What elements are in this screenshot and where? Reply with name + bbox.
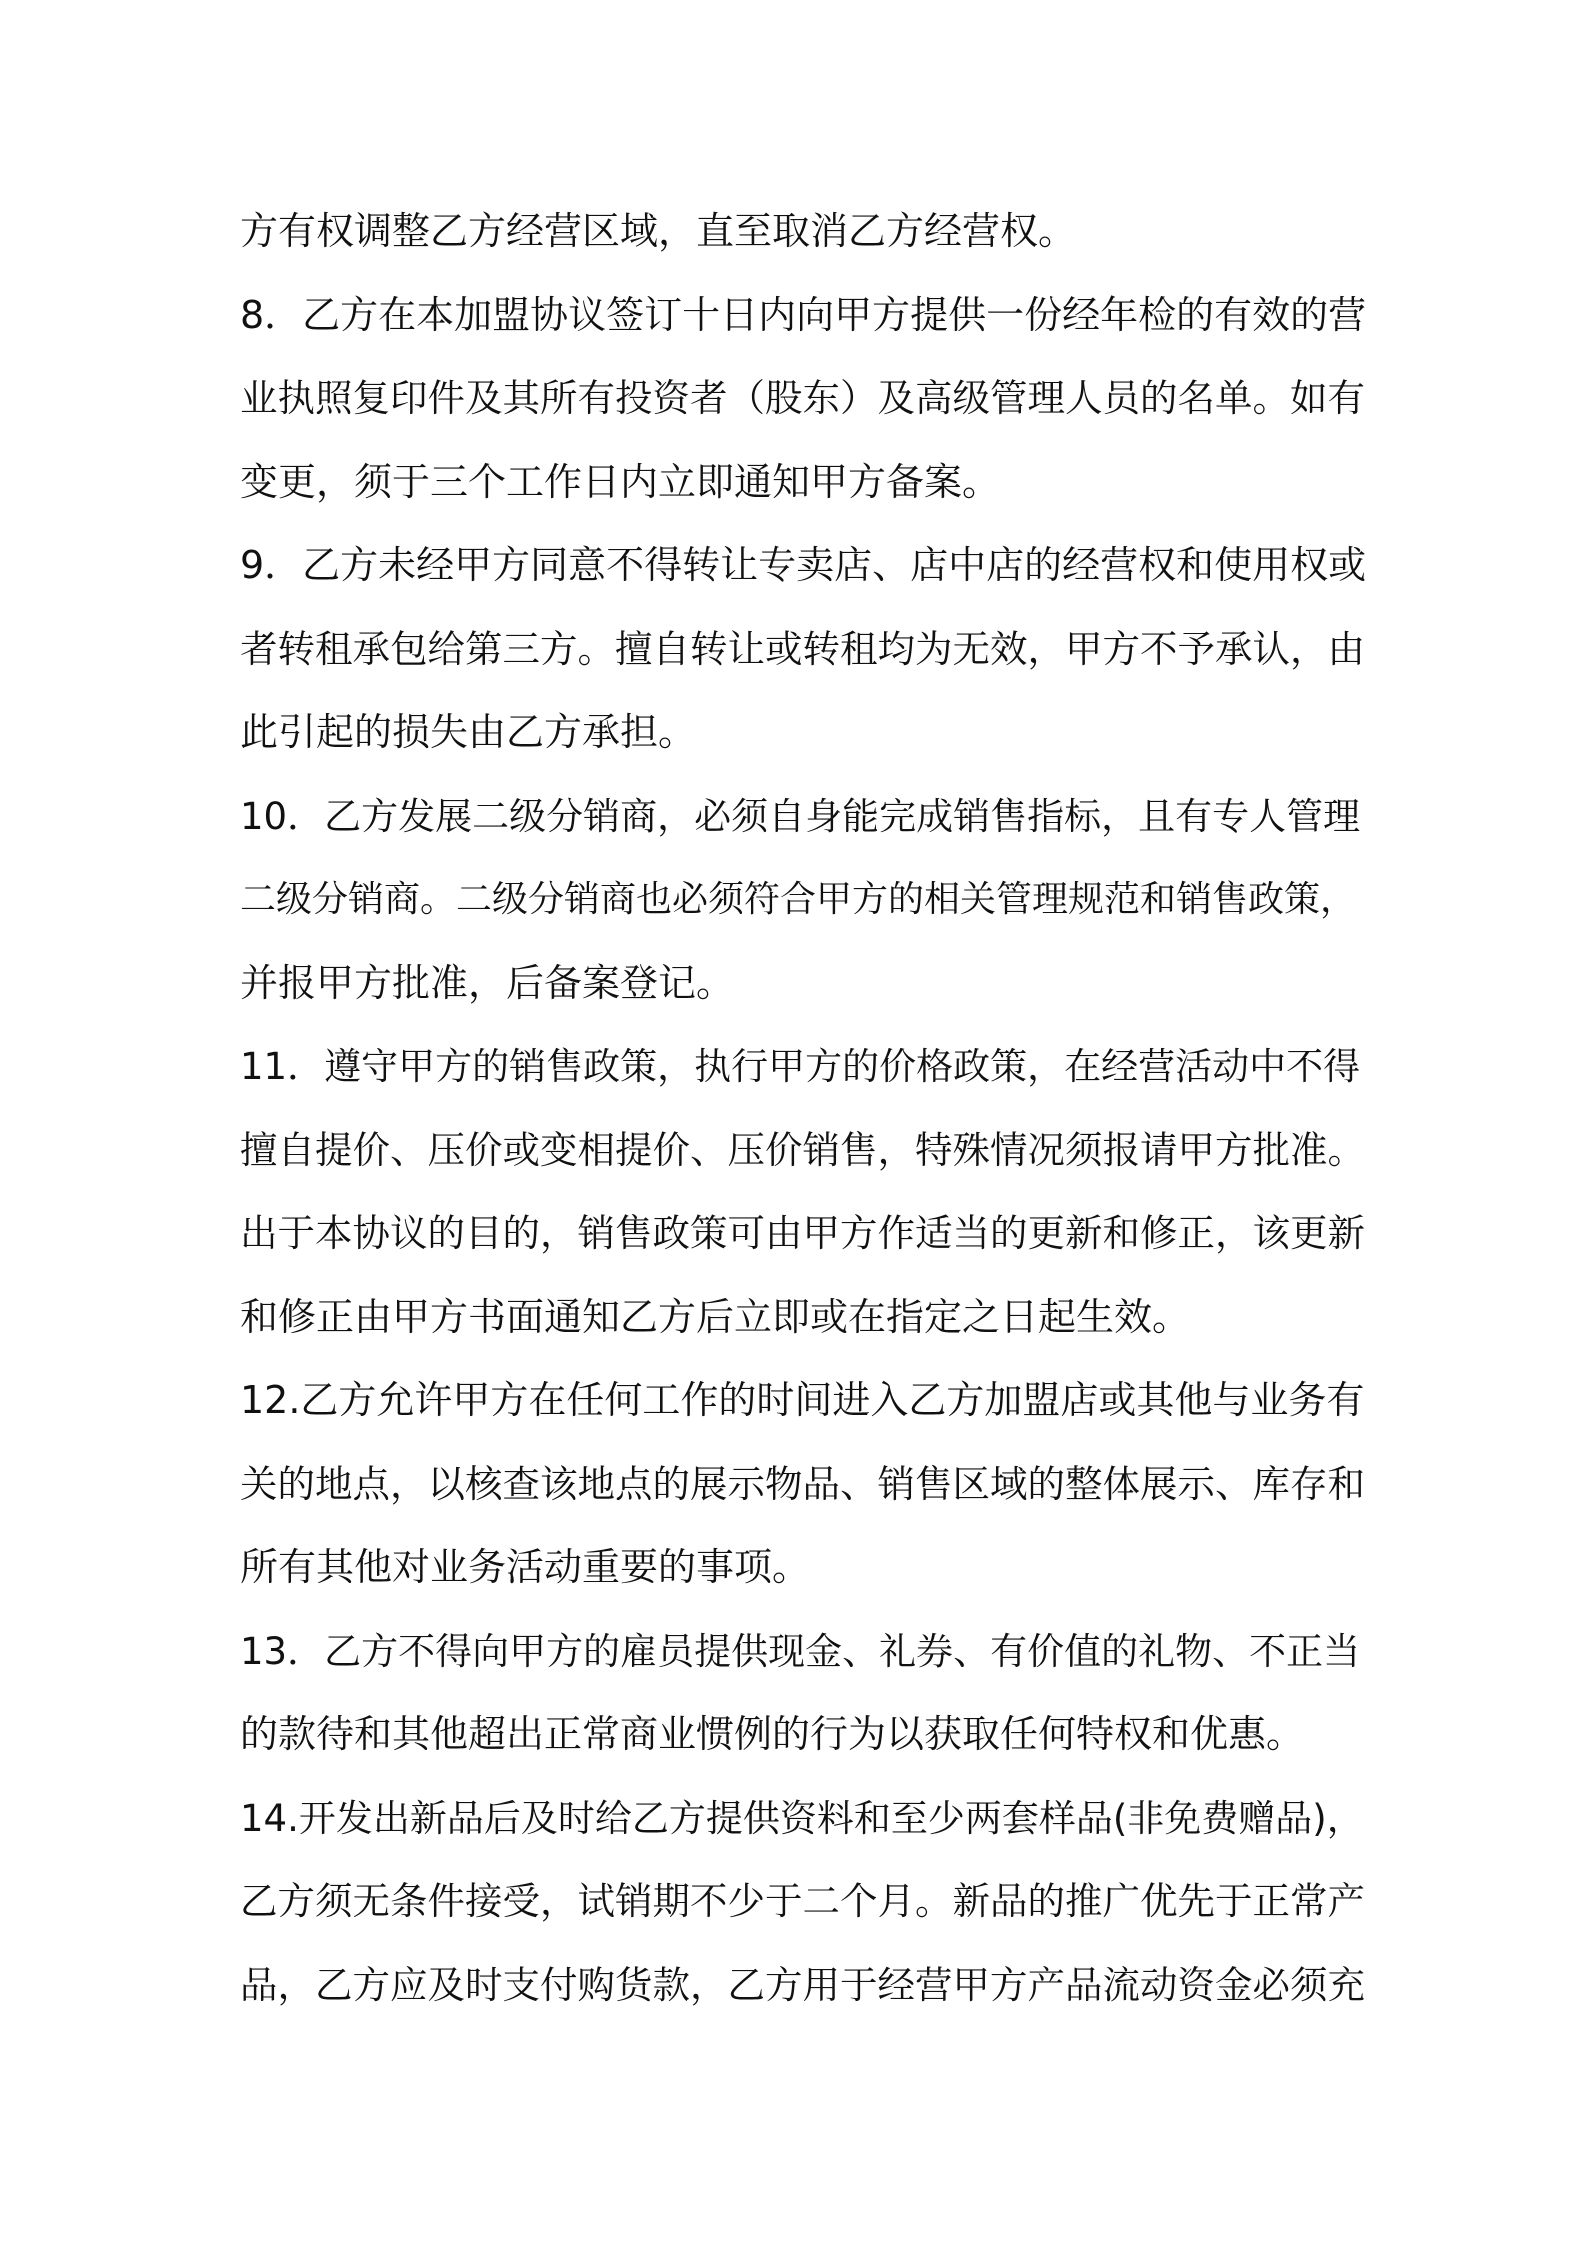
text-line: 10．乙方发展二级分销商，必须自身能完成销售指标，且有专人管理	[240, 794, 1361, 838]
text-line: 9．乙方未经甲方同意不得转让专卖店、店中店的经营权和使用权或	[240, 543, 1367, 587]
text-line: 14.开发出新品后及时给乙方提供资料和至少两套样品(非免费赠品)，	[240, 1796, 1364, 1840]
text-line: 方有权调整乙方经营区域，直至取消乙方经营权。	[240, 209, 1077, 253]
text-line: 此引起的损失由乙方承担。	[240, 710, 697, 754]
text-line: 的款待和其他超出正常商业惯例的行为以获取任何特权和优惠。	[240, 1712, 1305, 1756]
text-line: 业执照复印件及其所有投资者（股东）及高级管理人员的名单。如有	[240, 376, 1365, 420]
text-line: 者转租承包给第三方。擅自转让或转租均为无效，甲方不予承认，由	[240, 626, 1365, 671]
text-line: 并报甲方批准，后备案登记。	[240, 960, 735, 1005]
text-line: 12.乙方允许甲方在任何工作的时间进入乙方加盟店或其他与业务有	[240, 1378, 1365, 1422]
text-line: 变更，须于三个工作日内立即通知甲方备案。	[240, 459, 1001, 504]
text-line: 乙方须无条件接受，试销期不少于二个月。新品的推广优先于正常产	[240, 1879, 1365, 1923]
text-line: 关的地点，以核查该地点的展示物品、销售区域的整体展示、库存和	[240, 1461, 1365, 1506]
text-line: 二级分销商。二级分销商也必须符合甲方的相关管理规范和销售政策，	[240, 879, 1357, 920]
text-line: 品，乙方应及时支付购货款，乙方用于经营甲方产品流动资金必须充	[240, 1962, 1365, 2007]
text-line: 13．乙方不得向甲方的雇员提供现金、礼券、有价值的礼物、不正当	[240, 1629, 1361, 1673]
text-line: 和修正由甲方书面通知乙方后立即或在指定之日起生效。	[240, 1294, 1191, 1339]
text-line: 擅自提价、压价或变相提价、压价销售，特殊情况须报请甲方批准。	[240, 1127, 1365, 1172]
text-line: 8．乙方在本加盟协议签订十日内向甲方提供一份经年检的有效的营	[240, 292, 1367, 337]
contract-body	[240, 190, 1370, 2027]
text-line: 所有其他对业务活动重要的事项。	[240, 1545, 811, 1589]
text-line: 出于本协议的目的，销售政策可由甲方作适当的更新和修正，该更新	[240, 1211, 1365, 1255]
text-line: 11．遵守甲方的销售政策，执行甲方的价格政策，在经营活动中不得	[240, 1045, 1361, 1088]
